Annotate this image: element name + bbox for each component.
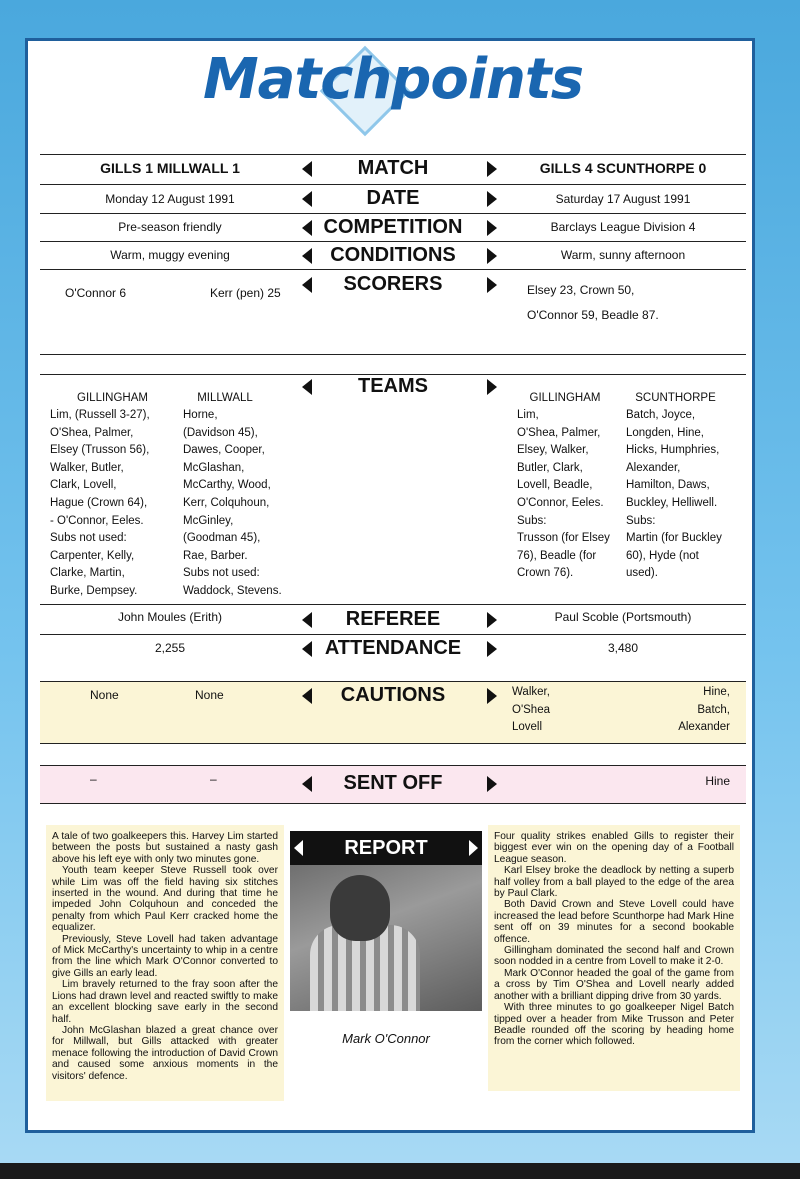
team-player-line: McGlashan, bbox=[183, 461, 245, 474]
team-player-line: Batch, Joyce, bbox=[626, 409, 696, 421]
divider bbox=[40, 803, 746, 804]
arrow-left-icon bbox=[302, 277, 312, 293]
label-match: MATCH bbox=[357, 157, 429, 179]
arrow-right-icon bbox=[487, 161, 497, 177]
report-right-column bbox=[488, 825, 740, 1091]
divider bbox=[40, 354, 746, 374]
arrow-right-icon bbox=[487, 776, 497, 792]
arrow-right-icon bbox=[487, 277, 497, 293]
player-photo bbox=[290, 865, 482, 1011]
team-player-line: Walker, Butler, bbox=[50, 461, 124, 474]
team-player-line: (Goodman 45), bbox=[183, 532, 261, 545]
left-team-home-list bbox=[50, 407, 150, 601]
match-row bbox=[40, 154, 746, 184]
right-cautions-away bbox=[640, 684, 730, 737]
right-attendance: 3,480 bbox=[607, 641, 639, 655]
team-player-line: used). bbox=[626, 567, 658, 580]
arrow-right-icon bbox=[487, 220, 497, 236]
arrow-left-icon bbox=[302, 191, 312, 207]
right-competition: Barclays League Division 4 bbox=[550, 220, 696, 234]
report-header bbox=[290, 831, 482, 865]
team-player-line: Dawes, Cooper, bbox=[183, 444, 265, 457]
label-date: DATE bbox=[366, 187, 420, 209]
report-paragraph: John McGlashan blazed a great chance over for Millwall, but Gills attacked with greater menace following the introduction of David Crown and caused some anxious moments in the visitors' defence. bbox=[52, 1024, 278, 1082]
caution-line: Walker, bbox=[512, 686, 550, 698]
report-paragraph: Mark O'Connor headed the goal of the game from a cross by Tim O'Shea and Lovell nearly added another with a brilliant dipping drive from 30 yards. bbox=[494, 967, 734, 1002]
team-player-line: McGinley, bbox=[183, 514, 234, 527]
competition-row bbox=[40, 213, 746, 241]
left-team-home-header: GILLINGHAM bbox=[77, 392, 148, 404]
arrow-right-icon bbox=[487, 248, 497, 264]
caution-line: Hine, bbox=[703, 686, 730, 698]
arrow-left-icon bbox=[302, 688, 312, 704]
report-paragraph: Both David Crown and Steve Lovell could have increased the lead before Scunthorpe had Mark Hine sent off on 39 minutes for a second bookable offence. bbox=[494, 899, 734, 945]
team-player-line: Subs: bbox=[517, 514, 547, 527]
left-sent-off-away: – bbox=[210, 772, 217, 786]
right-cautions-home bbox=[512, 684, 550, 737]
report-paragraph: Gillingham dominated the second half and Crown soon nodded in a centre from Lovell to make it 2-0. bbox=[494, 945, 734, 968]
left-team-away-list bbox=[183, 407, 282, 601]
caution-line: Batch, bbox=[697, 703, 730, 716]
team-player-line: - O'Connor, Eeles. bbox=[50, 514, 144, 527]
label-sent-off: SENT OFF bbox=[343, 772, 443, 794]
right-match: GILLS 4 SCUNTHORPE 0 bbox=[539, 160, 707, 176]
left-competition: Pre-season friendly bbox=[118, 220, 222, 234]
team-player-line: Subs not used: bbox=[183, 567, 260, 580]
left-scorer-away: Kerr (pen) 25 bbox=[210, 286, 281, 300]
page-title: Matchpoints bbox=[202, 47, 584, 112]
team-player-line: Longden, Hine, bbox=[626, 426, 705, 439]
team-player-line: Hicks, Humphries, bbox=[626, 444, 720, 457]
team-player-line: Alexander, bbox=[626, 461, 681, 474]
arrow-left-icon bbox=[302, 776, 312, 792]
team-player-line: McCarthy, Wood, bbox=[183, 479, 271, 492]
matchpoints-panel bbox=[25, 38, 755, 1133]
team-player-line: Burke, Dempsey. bbox=[50, 584, 138, 597]
left-referee: John Moules (Erith) bbox=[117, 610, 223, 624]
teams-row bbox=[40, 374, 746, 604]
sent-off-row bbox=[40, 765, 746, 803]
right-date: Saturday 17 August 1991 bbox=[555, 192, 691, 206]
conditions-row bbox=[40, 241, 746, 269]
team-player-line: 76), Beadle (for bbox=[517, 549, 597, 562]
left-attendance: 2,255 bbox=[154, 641, 186, 655]
team-player-line: (Davidson 45), bbox=[183, 426, 258, 439]
caution-line: Alexander bbox=[678, 721, 730, 734]
right-team-away-list bbox=[626, 407, 722, 583]
photo-caption: Mark O'Connor bbox=[342, 1031, 430, 1046]
left-cautions-home: None bbox=[90, 688, 119, 702]
team-player-line: O'Connor, Eeles. bbox=[517, 496, 604, 509]
report-paragraph: A tale of two goalkeepers this. Harvey Lim started between the posts but sustained a nasty gash above his left eye with only two minutes gone. bbox=[52, 831, 278, 865]
left-sent-off-home: – bbox=[90, 772, 97, 786]
bottom-strip bbox=[0, 1163, 800, 1179]
label-scorers: SCORERS bbox=[343, 273, 443, 295]
arrow-left-icon bbox=[302, 248, 312, 264]
team-player-line: Elsey (Trusson 56), bbox=[50, 444, 150, 457]
right-team-away-header: SCUNTHORPE bbox=[635, 392, 716, 404]
team-player-line: Crown 76). bbox=[517, 567, 574, 580]
team-player-line: Rae, Barber. bbox=[183, 549, 248, 562]
label-conditions: CONDITIONS bbox=[330, 244, 456, 266]
team-player-line: Elsey, Walker, bbox=[517, 444, 589, 457]
team-player-line: Subs not used: bbox=[50, 532, 127, 545]
team-player-line: Clark, Lovell, bbox=[50, 479, 117, 492]
report-paragraph: Four quality strikes enabled Gills to register their biggest ever win on the opening day of a Football League season. bbox=[494, 831, 734, 865]
team-player-line: O'Shea, Palmer, bbox=[50, 426, 134, 439]
right-team-home-list bbox=[517, 407, 610, 583]
caution-line: O'Shea bbox=[512, 703, 550, 716]
team-player-line: Hague (Crown 64), bbox=[50, 496, 148, 509]
left-team-away-header: MILLWALL bbox=[197, 392, 253, 404]
label-report: REPORT bbox=[344, 837, 428, 859]
scorers-row bbox=[40, 269, 746, 354]
team-player-line: Clarke, Martin, bbox=[50, 567, 125, 580]
team-player-line: Kerr, Colquhoun, bbox=[183, 496, 270, 509]
team-player-line: Lovell, Beadle, bbox=[517, 479, 593, 492]
arrow-left-icon bbox=[302, 379, 312, 395]
report-paragraph: With three minutes to go goalkeeper Nigel Batch tipped over a header from Mike Trusson and Peter Beadle rounded off the scoring by heading home from the corner which followed. bbox=[494, 1002, 734, 1048]
team-player-line: O'Shea, Palmer, bbox=[517, 426, 601, 439]
report-left-column bbox=[46, 825, 284, 1101]
report-paragraph: Youth team keeper Steve Russell took over while Lim was off the field having six stitches inserted in the wound. And during that time he impeded John Colquhoun and conceded the penalty from which Paul Kerr cracked home the equalizer. bbox=[52, 865, 278, 934]
team-player-line: Carpenter, Kelly, bbox=[50, 549, 135, 562]
left-scorer-home: O'Connor 6 bbox=[65, 286, 126, 300]
team-player-line: Trusson (for Elsey bbox=[517, 532, 610, 545]
right-referee: Paul Scoble (Portsmouth) bbox=[554, 610, 692, 624]
arrow-right-icon bbox=[487, 612, 497, 628]
label-cautions: CAUTIONS bbox=[340, 684, 446, 706]
arrow-right-icon bbox=[487, 379, 497, 395]
right-conditions: Warm, sunny afternoon bbox=[560, 248, 686, 262]
arrow-left-icon bbox=[302, 641, 312, 657]
label-attendance: ATTENDANCE bbox=[324, 637, 462, 659]
date-row bbox=[40, 184, 746, 213]
right-sent-off-away: Hine bbox=[705, 774, 730, 788]
left-match: GILLS 1 MILLWALL 1 bbox=[100, 160, 240, 176]
right-scorers-line2: O'Connor 59, Beadle 87. bbox=[527, 308, 659, 322]
right-scorers-line1: Elsey 23, Crown 50, bbox=[527, 283, 635, 297]
referee-row bbox=[40, 604, 746, 634]
team-player-line: Waddock, Stevens. bbox=[183, 584, 282, 597]
arrow-left-icon bbox=[302, 220, 312, 236]
report-paragraph: Lim bravely returned to the fray soon after the Lions had drawn level and reacted swiftly to make an excellent blocking save early in the second half. bbox=[52, 979, 278, 1025]
caution-line: Lovell bbox=[512, 721, 543, 734]
team-player-line: 60), Hyde (not bbox=[626, 549, 699, 562]
divider bbox=[40, 743, 746, 765]
cautions-row bbox=[40, 681, 746, 743]
team-player-line: Lim, (Russell 3-27), bbox=[50, 409, 150, 421]
report-paragraph: Karl Elsey broke the deadlock by netting a superb half volley from a ball played to the edge of the area by Paul Clark. bbox=[494, 865, 734, 900]
label-teams: TEAMS bbox=[358, 375, 428, 397]
arrow-right-icon bbox=[487, 191, 497, 207]
right-team-home-header: GILLINGHAM bbox=[529, 392, 601, 404]
arrow-right-icon bbox=[487, 641, 497, 657]
arrow-right-icon bbox=[487, 688, 497, 704]
photo-head bbox=[330, 875, 390, 941]
team-player-line: Butler, Clark, bbox=[517, 461, 583, 474]
team-player-line: Buckley, Helliwell. bbox=[626, 496, 718, 509]
report-paragraph: Previously, Steve Lovell had taken advantage of Mick McCarthy's uncertainty to whip in a centre from the line which Mark O'Connor converted to give Gills an early lead. bbox=[52, 933, 278, 979]
team-player-line: Hamilton, Daws, bbox=[626, 479, 710, 492]
attendance-row bbox=[40, 634, 746, 668]
arrow-left-icon bbox=[302, 612, 312, 628]
label-referee: REFEREE bbox=[345, 608, 441, 630]
left-conditions: Warm, muggy evening bbox=[110, 248, 230, 262]
team-player-line: Horne, bbox=[183, 409, 218, 421]
arrow-right-icon bbox=[469, 840, 478, 856]
left-cautions-away: None bbox=[195, 688, 224, 702]
left-date: Monday 12 August 1991 bbox=[105, 192, 235, 206]
label-competition: COMPETITION bbox=[323, 216, 463, 238]
arrow-left-icon bbox=[302, 161, 312, 177]
team-player-line: Martin (for Buckley bbox=[626, 532, 722, 545]
team-player-line: Subs: bbox=[626, 514, 656, 527]
team-player-line: Lim, bbox=[517, 409, 539, 421]
